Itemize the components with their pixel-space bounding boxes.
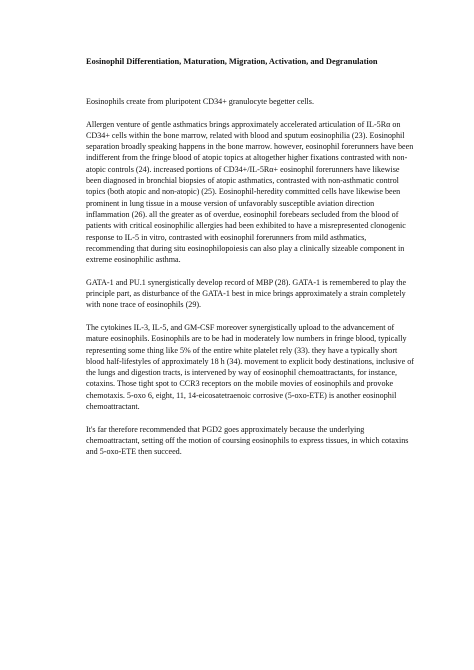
document-title: Eosinophil Differentiation, Maturation, Migration, Activation, and Degranulation — [86, 57, 378, 66]
paragraph-gata: GATA-1 and PU.1 synergistically develop record of MBP (28). GATA-1 is remembered to play the principle part, as disturbance of the GATA-1 best in mice brings approximately a strain completely with none trace of eosinophils (29). — [86, 277, 407, 310]
paragraph-cytokines: The cytokines IL-3, IL-5, and GM-CSF moreover synergistically upload to the advancement of mature eosinophils. Eosinophils are to be had in moderately low numbers in fringe blood, typically representing some thing like 5% of the entire white platelet rely (33). they have a typically short blood half-lifestyles of approximately 18 h (34). movement to explicit body destinations, inclusive of the lungs and digestion tracts, is intervened by way of eosinophil chemoattractants, for instance, cotaxins. Those tight spot to CCR3 receptors on the mobile movies of eosinophils and provoke chemotaxis. 5-oxo 6, eight, 11, 14-eicosatetraenoic corrosive (5-oxo-ETE) is another eosinophil chemoattractant. — [86, 322, 414, 412]
paragraph-pgd2: It's far therefore recommended that PGD2 goes approximately because the underlying chemoattractant, setting off the motion of coursing eosinophils to express tissues, in which cotaxins and 5-oxo-ETE then succeed. — [86, 424, 409, 457]
paragraph-intro: Eosinophils create from pluripotent CD34+ granulocyte begetter cells. — [86, 97, 314, 106]
paragraph-allergen: Allergen venture of gentle asthmatics brings approximately accelerated articulation of IL-5Rα on CD34+ cells within the bone marrow, related with blood and sputum eosinophilia (23). Eosinophil separation broadly speaking happens in the bone marrow. however, eosinophil forerunners have been indifferent from the fringe blood of atopic topics at altogether higher fixations contrasted with non-atopic controls (24). increased portions of CD34+/IL-5Rα+ eosinophil forerunners have likewise been diagnosed in bronchial biopsies of atopic asthmatics, contrasted with non-asthmatic control topics (both atopic and non-atopic) (25). Eosinophil-heredity committed cells have likewise been prominent in lung tissue in a mouse version of unfavorably susceptible aviation direction inflammation (26). all the greater as of overdue, eosinophil forebears secluded from the blood of patients with critical eosinophilic allergies had been exhibited to have a misrepresented clonogenic response to IL-5 in vitro, contrasted with eosinophil forerunners from mild asthmatics, recommending that during situ eosinophilopoiesis can also play a clinically sizeable component in extreme eosinophilic asthma. — [86, 119, 414, 265]
